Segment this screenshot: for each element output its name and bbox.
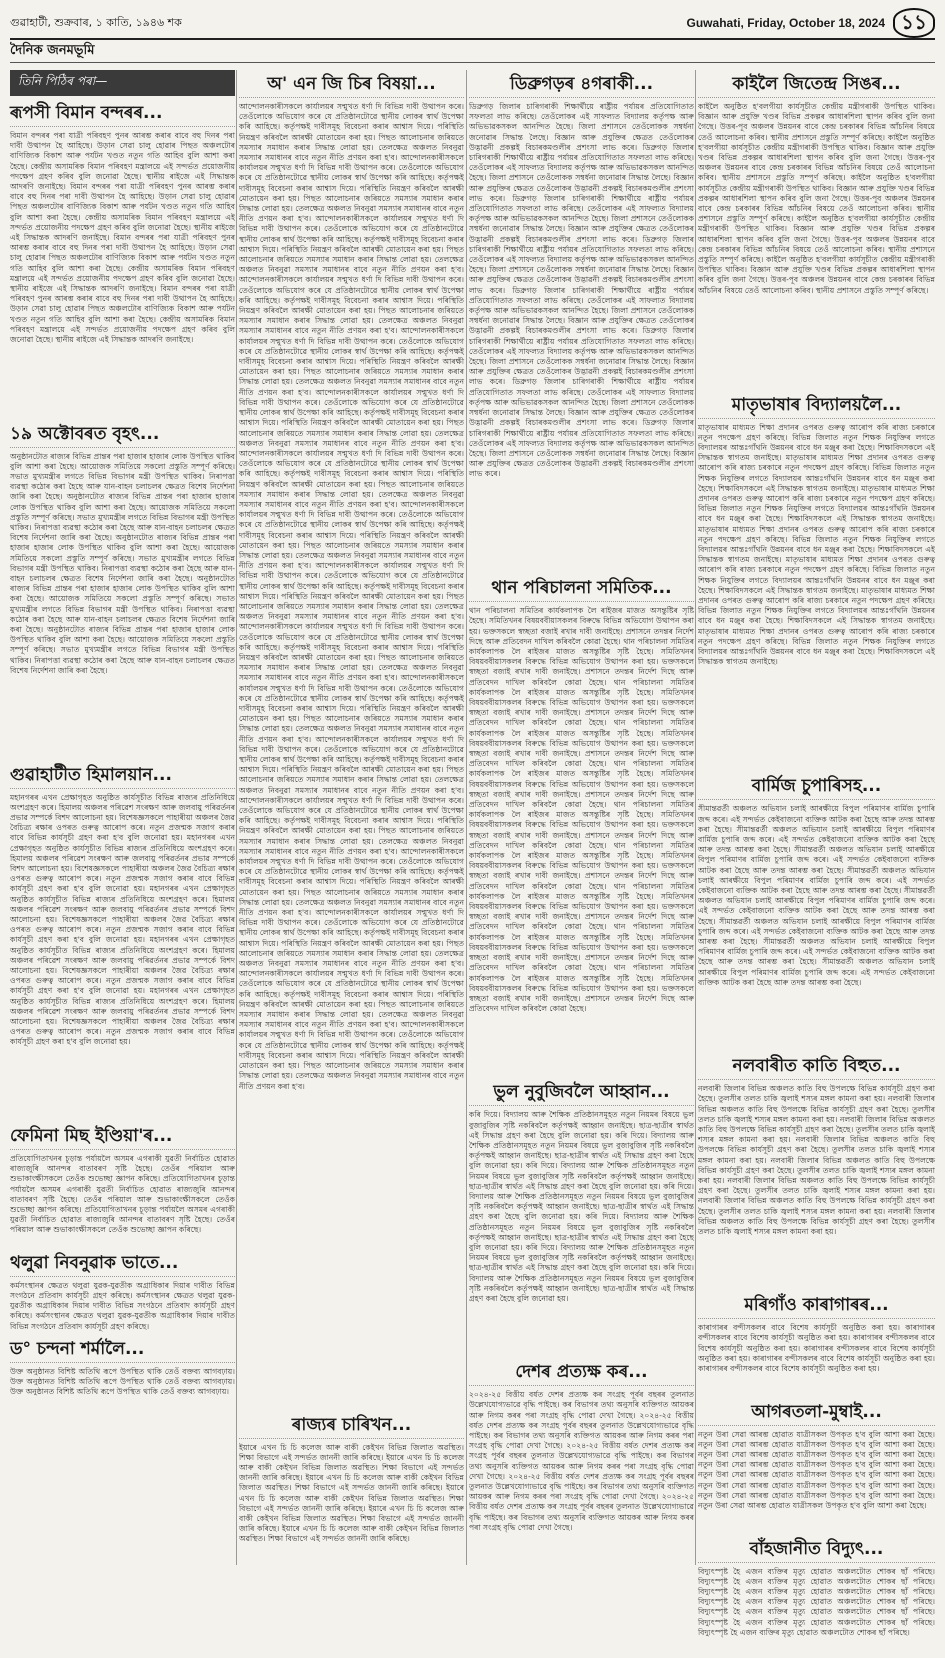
article-headline: বাঁহজানীত বিদ্যুৎ... [698,1538,935,1563]
article-headline: মৰিগাঁও কাৰাগাৰৰ... [698,1294,935,1319]
article [698,1538,935,1658]
article-headline: ৰূপসী বিমান বন্দৰৰ... [10,102,235,127]
article-headline: ডিব্ৰুগড়ৰ ৪গৰাকী... [469,73,694,98]
column-1 [10,70,235,1565]
article [698,1401,935,1532]
article [469,1361,694,1553]
article-headline: গুৱাহাটীত হিমালয়ান... [10,764,235,789]
article-body: ডিব্ৰুগড় জিলাৰ চাৰিগৰাকী শিক্ষাৰ্থীয়ে ৰাষ্ট্ৰীয় পৰ্যায়ৰ প্ৰতিযোগিতাত সফলতা লাভ কৰিছে। তেওঁলোকৰ এই সাফল্যত বিদ্যালয় কৰ্তৃপক্ষ আৰু অভিভাৱকসকল আনন্দিত হৈছে। জিলা প্ৰশাসনে তেওঁলোকক সম্বৰ্ধনা জনোৱাৰ সিদ্ধান্ত লৈছে। বিজ্ঞান আৰু প্ৰযুক্তিৰ ক্ষেত্ৰত তেওঁলোকৰ উদ্ভাৱনী প্ৰকল্পই বিচাৰকমণ্ডলীৰ প্ৰশংসা লাভ কৰে। ডিব্ৰুগড় জিলাৰ চাৰিগৰাকী শিক্ষাৰ্থীয়ে ৰাষ্ট্ৰীয় পৰ্যায়ৰ প্ৰতিযোগিতাত সফলতা লাভ কৰিছে। তেওঁলোকৰ এই সাফল্যত বিদ্যালয় কৰ্তৃপক্ষ আৰু অভিভাৱকসকল আনন্দিত হৈছে। জিলা প্ৰশাসনে তেওঁলোকক সম্বৰ্ধনা জনোৱাৰ সিদ্ধান্ত লৈছে। বিজ্ঞান আৰু প্ৰযুক্তিৰ ক্ষেত্ৰত তেওঁলোকৰ উদ্ভাৱনী প্ৰকল্পই বিচাৰকমণ্ডলীৰ প্ৰশংসা লাভ কৰে। ডিব্ৰুগড় জিলাৰ চাৰিগৰাকী শিক্ষাৰ্থীয়ে ৰাষ্ট্ৰীয় পৰ্যায়ৰ প্ৰতিযোগিতাত সফলতা লাভ কৰিছে। তেওঁলোকৰ এই সাফল্যত বিদ্যালয় কৰ্তৃপক্ষ আৰু অভিভাৱকসকল আনন্দিত হৈছে। জিলা প্ৰশাসনে তেওঁলোকক সম্বৰ্ধনা জনোৱাৰ সিদ্ধান্ত লৈছে। বিজ্ঞান আৰু প্ৰযুক্তিৰ ক্ষেত্ৰত তেওঁলোকৰ উদ্ভাৱনী প্ৰকল্পই বিচাৰকমণ্ডলীৰ প্ৰশংসা লাভ কৰে। ডিব্ৰুগড় জিলাৰ চাৰিগৰাকী শিক্ষাৰ্থীয়ে ৰাষ্ট্ৰীয় পৰ্যায়ৰ প্ৰতিযোগিতাত সফলতা লাভ কৰিছে। তেওঁলোকৰ এই সাফল্যত বিদ্যালয় কৰ্তৃপক্ষ আৰু অভিভাৱকসকল আনন্দিত হৈছে। জিলা প্ৰশাসনে তেওঁলোকক সম্বৰ্ধনা জনোৱাৰ সিদ্ধান্ত লৈছে। বিজ্ঞান আৰু প্ৰযুক্তিৰ ক্ষেত্ৰত তেওঁলোকৰ উদ্ভাৱনী প্ৰকল্পই বিচাৰকমণ্ডলীৰ প্ৰশংসা লাভ কৰে। ডিব্ৰুগড় জিলাৰ চাৰিগৰাকী শিক্ষাৰ্থীয়ে ৰাষ্ট্ৰীয় পৰ্যায়ৰ প্ৰতিযোগিতাত সফলতা লাভ কৰিছে। তেওঁলোকৰ এই সাফল্যত বিদ্যালয় কৰ্তৃপক্ষ আৰু অভিভাৱকসকল আনন্দিত হৈছে। জিলা প্ৰশাসনে তেওঁলোকক সম্বৰ্ধনা জনোৱাৰ সিদ্ধান্ত লৈছে। বিজ্ঞান আৰু প্ৰযুক্তিৰ ক্ষেত্ৰত তেওঁলোকৰ উদ্ভাৱনী প্ৰকল্পই বিচাৰকমণ্ডলীৰ প্ৰশংসা লাভ কৰে। ডিব্ৰুগড় জিলাৰ চাৰিগৰাকী শিক্ষাৰ্থীয়ে ৰাষ্ট্ৰীয় পৰ্যায়ৰ প্ৰতিযোগিতাত সফলতা লাভ কৰিছে। তেওঁলোকৰ এই সাফল্যত বিদ্যালয় কৰ্তৃপক্ষ আৰু অভিভাৱকসকল আনন্দিত হৈছে। জিলা প্ৰশাসনে তেওঁলোকক সম্বৰ্ধনা জনোৱাৰ সিদ্ধান্ত লৈছে। বিজ্ঞান আৰু প্ৰযুক্তিৰ ক্ষেত্ৰত তেওঁলোকৰ উদ্ভাৱনী প্ৰকল্পই বিচাৰকমণ্ডলীৰ প্ৰশংসা লাভ কৰে। ডিব্ৰুগড় জিলাৰ চাৰিগৰাকী শিক্ষাৰ্থীয়ে ৰাষ্ট্ৰীয় পৰ্যায়ৰ প্ৰতিযোগিতাত সফলতা লাভ কৰিছে। তেওঁলোকৰ এই সাফল্যত বিদ্যালয় কৰ্তৃপক্ষ আৰু অভিভাৱকসকল আনন্দিত হৈছে। জিলা প্ৰশাসনে তেওঁলোকক সম্বৰ্ধনা জনোৱাৰ সিদ্ধান্ত লৈছে। বিজ্ঞান আৰু প্ৰযুক্তিৰ ক্ষেত্ৰত তেওঁলোকৰ উদ্ভাৱনী প্ৰকল্পই বিচাৰকমণ্ডলীৰ প্ৰশংসা লাভ কৰে। ডিব্ৰুগড় জিলাৰ চাৰিগৰাকী শিক্ষাৰ্থীয়ে ৰাষ্ট্ৰীয় পৰ্যায়ৰ প্ৰতিযোগিতাত সফলতা লাভ কৰিছে। তেওঁলোকৰ এই সাফল্যত বিদ্যালয় কৰ্তৃপক্ষ আৰু অভিভাৱকসকল আনন্দিত হৈছে। জিলা প্ৰশাসনে তেওঁলোকক সম্বৰ্ধনা জনোৱাৰ সিদ্ধান্ত লৈছে। বিজ্ঞান আৰু প্ৰযুক্তিৰ ক্ষেত্ৰত তেওঁলোকৰ উদ্ভাৱনী প্ৰকল্পই বিচাৰকমণ্ডলীৰ প্ৰশংসা লাভ কৰে। [469,102,694,479]
article [239,1414,464,1555]
page-header [10,8,935,40]
column-rule [236,70,237,1565]
article-headline: কাইলৈ জিতেন্দ্ৰ সিঙৰ... [698,73,935,98]
article-headline: আগৰতলা-মুম্বাই... [698,1401,935,1426]
article-body: নলবাৰী জিলাৰ বিভিন্ন অঞ্চলত কাতি বিহু উপলক্ষে বিভিন্ন কাৰ্যসূচী গ্ৰহণ কৰা হৈছে। তুলসীৰ তলত চাকি জ্বলাই শস্যৰ মঙ্গল কামনা কৰা হয়। নলবাৰী জিলাৰ বিভিন্ন অঞ্চলত কাতি বিহু উপলক্ষে বিভিন্ন কাৰ্যসূচী গ্ৰহণ কৰা হৈছে। তুলসীৰ তলত চাকি জ্বলাই শস্যৰ মঙ্গল কামনা কৰা হয়। নলবাৰী জিলাৰ বিভিন্ন অঞ্চলত কাতি বিহু উপলক্ষে বিভিন্ন কাৰ্যসূচী গ্ৰহণ কৰা হৈছে। তুলসীৰ তলত চাকি জ্বলাই শস্যৰ মঙ্গল কামনা কৰা হয়। নলবাৰী জিলাৰ বিভিন্ন অঞ্চলত কাতি বিহু উপলক্ষে বিভিন্ন কাৰ্যসূচী গ্ৰহণ কৰা হৈছে। তুলসীৰ তলত চাকি জ্বলাই শস্যৰ মঙ্গল কামনা কৰা হয়। নলবাৰী জিলাৰ বিভিন্ন অঞ্চলত কাতি বিহু উপলক্ষে বিভিন্ন কাৰ্যসূচী গ্ৰহণ কৰা হৈছে। তুলসীৰ তলত চাকি জ্বলাই শস্যৰ মঙ্গল কামনা কৰা হয়। নলবাৰী জিলাৰ বিভিন্ন অঞ্চলত কাতি বিহু উপলক্ষে বিভিন্ন কাৰ্যসূচী গ্ৰহণ কৰা হৈছে। তুলসীৰ তলত চাকি জ্বলাই শস্যৰ মঙ্গল কামনা কৰা হয়। নলবাৰী জিলাৰ বিভিন্ন অঞ্চলত কাতি বিহু উপলক্ষে বিভিন্ন কাৰ্যসূচী গ্ৰহণ কৰা হৈছে। তুলসীৰ তলত চাকি জ্বলাই শস্যৰ মঙ্গল কামনা কৰা হয়। নলবাৰী জিলাৰ বিভিন্ন অঞ্চলত কাতি বিহু উপলক্ষে বিভিন্ন কাৰ্যসূচী গ্ৰহণ কৰা হৈছে। তুলসীৰ তলত চাকি জ্বলাই শস্যৰ মঙ্গল কামনা কৰা হয়। [698,1084,935,1237]
article [698,1055,935,1288]
article-body: প্ৰতিযোগিতাখনৰ চূড়ান্ত পৰ্যায়লৈ অসমৰ এগৰাকী যুৱতী নিৰ্বাচিত হোৱাত ৰাজ্যজুৰি আনন্দৰ বাতাবৰণ সৃষ্টি হৈছে। তেওঁৰ পৰিয়াল আৰু শুভাকাংক্ষীসকলে তেওঁক শুভেচ্ছা জ্ঞাপন কৰিছে। প্ৰতিযোগিতাখনৰ চূড়ান্ত পৰ্যায়লৈ অসমৰ এগৰাকী যুৱতী নিৰ্বাচিত হোৱাত ৰাজ্যজুৰি আনন্দৰ বাতাবৰণ সৃষ্টি হৈছে। তেওঁৰ পৰিয়াল আৰু শুভাকাংক্ষীসকলে তেওঁক শুভেচ্ছা জ্ঞাপন কৰিছে। প্ৰতিযোগিতাখনৰ চূড়ান্ত পৰ্যায়লৈ অসমৰ এগৰাকী যুৱতী নিৰ্বাচিত হোৱাত ৰাজ্যজুৰি আনন্দৰ বাতাবৰণ সৃষ্টি হৈছে। তেওঁৰ পৰিয়াল আৰু শুভাকাংক্ষীসকলে তেওঁক শুভেচ্ছা জ্ঞাপন কৰিছে। [10,1153,235,1235]
article-body: উক্ত অনুষ্ঠানত বিশিষ্ট অতিথি ৰূপে উপস্থিত থাকি তেওঁ বক্তব্য আগবঢ়ায়। উক্ত অনুষ্ঠানত বিশিষ্ট অতিথি ৰূপে উপস্থিত থাকি তেওঁ বক্তব্য আগবঢ়ায়। উক্ত অনুষ্ঠানত বিশিষ্ট অতিথি ৰূপে উপস্থিত থাকি তেওঁ বক্তব্য আগবঢ়ায়। [10,1366,235,1397]
masthead-brand [10,42,94,60]
column-rule [695,70,696,1565]
article-body: মহানগৰৰ এখন প্ৰেক্ষাগৃহত অনুষ্ঠিত কাৰ্যসূচীত বিভিন্ন ৰাজ্যৰ প্ৰতিনিধিয়ে অংশগ্ৰহণ কৰে। হিমালয় অঞ্চলৰ পৰিৱেশ সংৰক্ষণ আৰু জলবায়ু পৰিৱৰ্তনৰ প্ৰভাৱ সম্পৰ্কে বিশদ আলোচনা হয়। বিশেষজ্ঞসকলে পাহাৰীয়া অঞ্চলৰ জৈৱ বৈচিত্ৰ্য ৰক্ষাৰ ওপৰত গুৰুত্ব আৰোপ কৰে। নতুন প্ৰজন্মক সজাগ কৰাৰ বাবে বিভিন্ন কাৰ্যসূচী গ্ৰহণ কৰা হ'ব বুলি জনোৱা হয়। মহানগৰৰ এখন প্ৰেক্ষাগৃহত অনুষ্ঠিত কাৰ্যসূচীত বিভিন্ন ৰাজ্যৰ প্ৰতিনিধিয়ে অংশগ্ৰহণ কৰে। হিমালয় অঞ্চলৰ পৰিৱেশ সংৰক্ষণ আৰু জলবায়ু পৰিৱৰ্তনৰ প্ৰভাৱ সম্পৰ্কে বিশদ আলোচনা হয়। বিশেষজ্ঞসকলে পাহাৰীয়া অঞ্চলৰ জৈৱ বৈচিত্ৰ্য ৰক্ষাৰ ওপৰত গুৰুত্ব আৰোপ কৰে। নতুন প্ৰজন্মক সজাগ কৰাৰ বাবে বিভিন্ন কাৰ্যসূচী গ্ৰহণ কৰা হ'ব বুলি জনোৱা হয়। মহানগৰৰ এখন প্ৰেক্ষাগৃহত অনুষ্ঠিত কাৰ্যসূচীত বিভিন্ন ৰাজ্যৰ প্ৰতিনিধিয়ে অংশগ্ৰহণ কৰে। হিমালয় অঞ্চলৰ পৰিৱেশ সংৰক্ষণ আৰু জলবায়ু পৰিৱৰ্তনৰ প্ৰভাৱ সম্পৰ্কে বিশদ আলোচনা হয়। বিশেষজ্ঞসকলে পাহাৰীয়া অঞ্চলৰ জৈৱ বৈচিত্ৰ্য ৰক্ষাৰ ওপৰত গুৰুত্ব আৰোপ কৰে। নতুন প্ৰজন্মক সজাগ কৰাৰ বাবে বিভিন্ন কাৰ্যসূচী গ্ৰহণ কৰা হ'ব বুলি জনোৱা হয়। মহানগৰৰ এখন প্ৰেক্ষাগৃহত অনুষ্ঠিত কাৰ্যসূচীত বিভিন্ন ৰাজ্যৰ প্ৰতিনিধিয়ে অংশগ্ৰহণ কৰে। হিমালয় অঞ্চলৰ পৰিৱেশ সংৰক্ষণ আৰু জলবায়ু পৰিৱৰ্তনৰ প্ৰভাৱ সম্পৰ্কে বিশদ আলোচনা হয়। বিশেষজ্ঞসকলে পাহাৰীয়া অঞ্চলৰ জৈৱ বৈচিত্ৰ্য ৰক্ষাৰ ওপৰত গুৰুত্ব আৰোপ কৰে। নতুন প্ৰজন্মক সজাগ কৰাৰ বাবে বিভিন্ন কাৰ্যসূচী গ্ৰহণ কৰা হ'ব বুলি জনোৱা হয়। মহানগৰৰ এখন প্ৰেক্ষাগৃহত অনুষ্ঠিত কাৰ্যসূচীত বিভিন্ন ৰাজ্যৰ প্ৰতিনিধিয়ে অংশগ্ৰহণ কৰে। হিমালয় অঞ্চলৰ পৰিৱেশ সংৰক্ষণ আৰু জলবায়ু পৰিৱৰ্তনৰ প্ৰভাৱ সম্পৰ্কে বিশদ আলোচনা হয়। বিশেষজ্ঞসকলে পাহাৰীয়া অঞ্চলৰ জৈৱ বৈচিত্ৰ্য ৰক্ষাৰ ওপৰত গুৰুত্ব আৰোপ কৰে। নতুন প্ৰজন্মক সজাগ কৰাৰ বাবে বিভিন্ন কাৰ্যসূচী গ্ৰহণ কৰা হ'ব বুলি জনোৱা হয়। [10,792,235,1047]
column-3 [469,70,694,1565]
article-headline: নলবাৰীত কাতি বিহুত... [698,1055,935,1080]
article-headline: ভুল নুবুজিবলৈ আহ্বান... [469,1081,694,1106]
column-2 [239,70,464,1565]
article-headline: অ' এন জি চিৰ বিষয়া... [239,73,464,98]
article-body: বিদ্যুৎস্পৃষ্ট হৈ এজন ব্যক্তিৰ মৃত্যু হোৱাত অঞ্চলটোত শোকৰ ছাঁ পৰিছে। বিদ্যুৎস্পৃষ্ট হৈ এজন ব্যক্তিৰ মৃত্যু হোৱাত অঞ্চলটোত শোকৰ ছাঁ পৰিছে। বিদ্যুৎস্পৃষ্ট হৈ এজন ব্যক্তিৰ মৃত্যু হোৱাত অঞ্চলটোত শোকৰ ছাঁ পৰিছে। বিদ্যুৎস্পৃষ্ট হৈ এজন ব্যক্তিৰ মৃত্যু হোৱাত অঞ্চলটোত শোকৰ ছাঁ পৰিছে। বিদ্যুৎস্পৃষ্ট হৈ এজন ব্যক্তিৰ মৃত্যু হোৱাত অঞ্চলটোত শোকৰ ছাঁ পৰিছে। বিদ্যুৎস্পৃষ্ট হৈ এজন ব্যক্তিৰ মৃত্যু হোৱাত অঞ্চলটোত শোকৰ ছাঁ পৰিছে। বিদ্যুৎস্পৃষ্ট হৈ এজন ব্যক্তিৰ মৃত্যু হোৱাত অঞ্চলটোত শোকৰ ছাঁ পৰিছে। [698,1566,935,1637]
header-date-assamese: গুৱাহাটী, শুক্রবাৰ, ১ কাতি, ১৯৪৬ শক [10,15,182,29]
article-body: কৰ্মসংস্থানৰ ক্ষেত্ৰত থলুৱা যুৱক-যুৱতীক অগ্ৰাধিকাৰ দিয়াৰ দাবীত বিভিন্ন সংগঠনে প্ৰতিবাদ কাৰ্যসূচী গ্ৰহণ কৰিছে। কৰ্মসংস্থানৰ ক্ষেত্ৰত থলুৱা যুৱক-যুৱতীক অগ্ৰাধিকাৰ দিয়াৰ দাবীত বিভিন্ন সংগঠনে প্ৰতিবাদ কাৰ্যসূচী গ্ৰহণ কৰিছে। কৰ্মসংস্থানৰ ক্ষেত্ৰত থলুৱা যুৱক-যুৱতীক অগ্ৰাধিকাৰ দিয়াৰ দাবীত বিভিন্ন সংগঠনে প্ৰতিবাদ কাৰ্যসূচী গ্ৰহণ কৰিছে। [10,1280,235,1331]
article-body: কাৰাগাৰৰ বন্দীসকলৰ বাবে বিশেষ কাৰ্যসূচী অনুষ্ঠিত কৰা হয়। কাৰাগাৰৰ বন্দীসকলৰ বাবে বিশেষ কাৰ্যসূচী অনুষ্ঠিত কৰা হয়। কাৰাগাৰৰ বন্দীসকলৰ বাবে বিশেষ কাৰ্যসূচী অনুষ্ঠিত কৰা হয়। কাৰাগাৰৰ বন্দীসকলৰ বাবে বিশেষ কাৰ্যসূচী অনুষ্ঠিত কৰা হয়। কাৰাগাৰৰ বন্দীসকলৰ বাবে বিশেষ কাৰ্যসূচী অনুষ্ঠিত কৰা হয়। কাৰাগাৰৰ বন্দীসকলৰ বাবে বিশেষ কাৰ্যসূচী অনুষ্ঠিত কৰা হয়। [698,1323,935,1373]
article [469,73,694,571]
section-label: তিনি পিঠিৰ পৰা— [10,70,235,96]
article-headline: ড° চন্দনা শৰ্মালৈ... [10,1338,235,1363]
article-body: ইয়াৰে এখন চি চি কলেজ আৰু বাকী কেইখন বিভিন্ন জিলাত অৱস্থিত। শিক্ষা বিভাগে এই সন্দৰ্ভত জাননী জাৰি কৰিছে। ইয়াৰে এখন চি চি কলেজ আৰু বাকী কেইখন বিভিন্ন জিলাত অৱস্থিত। শিক্ষা বিভাগে এই সন্দৰ্ভত জাননী জাৰি কৰিছে। ইয়াৰে এখন চি চি কলেজ আৰু বাকী কেইখন বিভিন্ন জিলাত অৱস্থিত। শিক্ষা বিভাগে এই সন্দৰ্ভত জাননী জাৰি কৰিছে। ইয়াৰে এখন চি চি কলেজ আৰু বাকী কেইখন বিভিন্ন জিলাত অৱস্থিত। শিক্ষা বিভাগে এই সন্দৰ্ভত জাননী জাৰি কৰিছে। ইয়াৰে এখন চি চি কলেজ আৰু বাকী কেইখন বিভিন্ন জিলাত অৱস্থিত। শিক্ষা বিভাগে এই সন্দৰ্ভত জাননী জাৰি কৰিছে। ইয়াৰে এখন চি চি কলেজ আৰু বাকী কেইখন বিভিন্ন জিলাত অৱস্থিত। শিক্ষা বিভাগে এই সন্দৰ্ভত জাননী জাৰি কৰিছে। [239,1442,464,1544]
article-body: কাইলৈ অনুষ্ঠিত হ'বলগীয়া কাৰ্যসূচীত কেন্দ্ৰীয় মন্ত্ৰীগৰাকী উপস্থিত থাকিব। বিজ্ঞান আৰু প্ৰযুক্তি খণ্ডৰ বিভিন্ন প্ৰকল্পৰ আধাৰশিলা স্থাপন কৰিব বুলি জনা গৈছে। উত্তৰ-পূব অঞ্চলৰ উন্নয়নৰ বাবে কেন্দ্ৰ চৰকাৰৰ বিভিন্ন আঁচনিৰ বিষয়ে তেওঁ আলোচনা কৰিব। স্থানীয় প্ৰশাসনে প্ৰস্তুতি সম্পূৰ্ণ কৰিছে। কাইলৈ অনুষ্ঠিত হ'বলগীয়া কাৰ্যসূচীত কেন্দ্ৰীয় মন্ত্ৰীগৰাকী উপস্থিত থাকিব। বিজ্ঞান আৰু প্ৰযুক্তি খণ্ডৰ বিভিন্ন প্ৰকল্পৰ আধাৰশিলা স্থাপন কৰিব বুলি জনা গৈছে। উত্তৰ-পূব অঞ্চলৰ উন্নয়নৰ বাবে কেন্দ্ৰ চৰকাৰৰ বিভিন্ন আঁচনিৰ বিষয়ে তেওঁ আলোচনা কৰিব। স্থানীয় প্ৰশাসনে প্ৰস্তুতি সম্পূৰ্ণ কৰিছে। কাইলৈ অনুষ্ঠিত হ'বলগীয়া কাৰ্যসূচীত কেন্দ্ৰীয় মন্ত্ৰীগৰাকী উপস্থিত থাকিব। বিজ্ঞান আৰু প্ৰযুক্তি খণ্ডৰ বিভিন্ন প্ৰকল্পৰ আধাৰশিলা স্থাপন কৰিব বুলি জনা গৈছে। উত্তৰ-পূব অঞ্চলৰ উন্নয়নৰ বাবে কেন্দ্ৰ চৰকাৰৰ বিভিন্ন আঁচনিৰ বিষয়ে তেওঁ আলোচনা কৰিব। স্থানীয় প্ৰশাসনে প্ৰস্তুতি সম্পূৰ্ণ কৰিছে। কাইলৈ অনুষ্ঠিত হ'বলগীয়া কাৰ্যসূচীত কেন্দ্ৰীয় মন্ত্ৰীগৰাকী উপস্থিত থাকিব। বিজ্ঞান আৰু প্ৰযুক্তি খণ্ডৰ বিভিন্ন প্ৰকল্পৰ আধাৰশিলা স্থাপন কৰিব বুলি জনা গৈছে। উত্তৰ-পূব অঞ্চলৰ উন্নয়নৰ বাবে কেন্দ্ৰ চৰকাৰৰ বিভিন্ন আঁচনিৰ বিষয়ে তেওঁ আলোচনা কৰিব। স্থানীয় প্ৰশাসনে প্ৰস্তুতি সম্পূৰ্ণ কৰিছে। কাইলৈ অনুষ্ঠিত হ'বলগীয়া কাৰ্যসূচীত কেন্দ্ৰীয় মন্ত্ৰীগৰাকী উপস্থিত থাকিব। বিজ্ঞান আৰু প্ৰযুক্তি খণ্ডৰ বিভিন্ন প্ৰকল্পৰ আধাৰশিলা স্থাপন কৰিব বুলি জনা গৈছে। উত্তৰ-পূব অঞ্চলৰ উন্নয়নৰ বাবে কেন্দ্ৰ চৰকাৰৰ বিভিন্ন আঁচনিৰ বিষয়ে তেওঁ আলোচনা কৰিব। স্থানীয় প্ৰশাসনে প্ৰস্তুতি সম্পূৰ্ণ কৰিছে। [698,102,935,295]
article [10,1252,235,1332]
page-number: ১১ [893,8,935,38]
column-rule [466,70,467,1565]
article [10,102,235,417]
article-body: বিমান বন্দৰৰ পৰা যাত্ৰী পৰিবহণ পুনৰ আৰম্ভ কৰাৰ বাবে বহু দিনৰ পৰা দাবী উত্থাপন হৈ আহিছে। উড়ান সেৱা চালু হোৱাৰ পিছত অঞ্চলটোৰ বাণিজ্যিক বিকাশ আৰু পৰ্যটন খণ্ডত নতুন গতি আহিব বুলি আশা কৰা হৈছে। কেন্দ্ৰীয় অসামৰিক বিমান পৰিবহণ মন্ত্ৰালয়ে এই সন্দৰ্ভত প্ৰয়োজনীয় পদক্ষেপ গ্ৰহণ কৰিব বুলি জনোৱা হৈছে। স্থানীয় ৰাইজে এই সিদ্ধান্তক আদৰণি জনাইছে। বিমান বন্দৰৰ পৰা যাত্ৰী পৰিবহণ পুনৰ আৰম্ভ কৰাৰ বাবে বহু দিনৰ পৰা দাবী উত্থাপন হৈ আহিছে। উড়ান সেৱা চালু হোৱাৰ পিছত অঞ্চলটোৰ বাণিজ্যিক বিকাশ আৰু পৰ্যটন খণ্ডত নতুন গতি আহিব বুলি আশা কৰা হৈছে। কেন্দ্ৰীয় অসামৰিক বিমান পৰিবহণ মন্ত্ৰালয়ে এই সন্দৰ্ভত প্ৰয়োজনীয় পদক্ষেপ গ্ৰহণ কৰিব বুলি জনোৱা হৈছে। স্থানীয় ৰাইজে এই সিদ্ধান্তক আদৰণি জনাইছে। বিমান বন্দৰৰ পৰা যাত্ৰী পৰিবহণ পুনৰ আৰম্ভ কৰাৰ বাবে বহু দিনৰ পৰা দাবী উত্থাপন হৈ আহিছে। উড়ান সেৱা চালু হোৱাৰ পিছত অঞ্চলটোৰ বাণিজ্যিক বিকাশ আৰু পৰ্যটন খণ্ডত নতুন গতি আহিব বুলি আশা কৰা হৈছে। কেন্দ্ৰীয় অসামৰিক বিমান পৰিবহণ মন্ত্ৰালয়ে এই সন্দৰ্ভত প্ৰয়োজনীয় পদক্ষেপ গ্ৰহণ কৰিব বুলি জনোৱা হৈছে। স্থানীয় ৰাইজে এই সিদ্ধান্তক আদৰণি জনাইছে। বিমান বন্দৰৰ পৰা যাত্ৰী পৰিবহণ পুনৰ আৰম্ভ কৰাৰ বাবে বহু দিনৰ পৰা দাবী উত্থাপন হৈ আহিছে। উড়ান সেৱা চালু হোৱাৰ পিছত অঞ্চলটোৰ বাণিজ্যিক বিকাশ আৰু পৰ্যটন খণ্ডত নতুন গতি আহিব বুলি আশা কৰা হৈছে। কেন্দ্ৰীয় অসামৰিক বিমান পৰিবহণ মন্ত্ৰালয়ে এই সন্দৰ্ভত প্ৰয়োজনীয় পদক্ষেপ গ্ৰহণ কৰিব বুলি জনোৱা হৈছে। স্থানীয় ৰাইজে এই সিদ্ধান্তক আদৰণি জনাইছে। [10,131,235,345]
article-headline: দেশৰ প্ৰত্যক্ষ কৰ... [469,1361,694,1386]
article-headline: ফেমিনা মিছ ইণ্ডিয়া'ৰ... [10,1125,235,1150]
article-body: নতুন উৰা সেৱা আৰম্ভ হোৱাত যাত্ৰীসকল উপকৃত হ'ব বুলি আশা কৰা হৈছে। নতুন উৰা সেৱা আৰম্ভ হোৱাত যাত্ৰীসকল উপকৃত হ'ব বুলি আশা কৰা হৈছে। নতুন উৰা সেৱা আৰম্ভ হোৱাত যাত্ৰীসকল উপকৃত হ'ব বুলি আশা কৰা হৈছে। নতুন উৰা সেৱা আৰম্ভ হোৱাত যাত্ৰীসকল উপকৃত হ'ব বুলি আশা কৰা হৈছে। নতুন উৰা সেৱা আৰম্ভ হোৱাত যাত্ৰীসকল উপকৃত হ'ব বুলি আশা কৰা হৈছে। নতুন উৰা সেৱা আৰম্ভ হোৱাত যাত্ৰীসকল উপকৃত হ'ব বুলি আশা কৰা হৈছে। নতুন উৰা সেৱা আৰম্ভ হোৱাত যাত্ৰীসকল উপকৃত হ'ব বুলি আশা কৰা হৈছে। নতুন উৰা সেৱা আৰম্ভ হোৱাত যাত্ৰীসকল উপকৃত হ'ব বুলি আশা কৰা হৈছে। [698,1429,935,1510]
article-headline: ৰাজ্যৰ চাৰিখন... [239,1414,464,1439]
article [239,73,464,1408]
masthead-rule [10,62,935,63]
article-body: মাতৃভাষাৰ মাধ্যমত শিক্ষা প্ৰদানৰ ওপৰত গুৰুত্ব আৰোপ কৰি ৰাজ্য চৰকাৰে নতুন পদক্ষেপ গ্ৰহণ কৰিছে। বিভিন্ন জিলাত নতুন শিক্ষক নিযুক্তিৰ লগতে বিদ্যালয়ৰ আন্তঃগাঁথনি উন্নয়নৰ বাবে ধন মঞ্জুৰ কৰা হৈছে। শিক্ষাবিদসকলে এই সিদ্ধান্তক স্বাগতম জনাইছে। মাতৃভাষাৰ মাধ্যমত শিক্ষা প্ৰদানৰ ওপৰত গুৰুত্ব আৰোপ কৰি ৰাজ্য চৰকাৰে নতুন পদক্ষেপ গ্ৰহণ কৰিছে। বিভিন্ন জিলাত নতুন শিক্ষক নিযুক্তিৰ লগতে বিদ্যালয়ৰ আন্তঃগাঁথনি উন্নয়নৰ বাবে ধন মঞ্জুৰ কৰা হৈছে। শিক্ষাবিদসকলে এই সিদ্ধান্তক স্বাগতম জনাইছে। মাতৃভাষাৰ মাধ্যমত শিক্ষা প্ৰদানৰ ওপৰত গুৰুত্ব আৰোপ কৰি ৰাজ্য চৰকাৰে নতুন পদক্ষেপ গ্ৰহণ কৰিছে। বিভিন্ন জিলাত নতুন শিক্ষক নিযুক্তিৰ লগতে বিদ্যালয়ৰ আন্তঃগাঁথনি উন্নয়নৰ বাবে ধন মঞ্জুৰ কৰা হৈছে। শিক্ষাবিদসকলে এই সিদ্ধান্তক স্বাগতম জনাইছে। মাতৃভাষাৰ মাধ্যমত শিক্ষা প্ৰদানৰ ওপৰত গুৰুত্ব আৰোপ কৰি ৰাজ্য চৰকাৰে নতুন পদক্ষেপ গ্ৰহণ কৰিছে। বিভিন্ন জিলাত নতুন শিক্ষক নিযুক্তিৰ লগতে বিদ্যালয়ৰ আন্তঃগাঁথনি উন্নয়নৰ বাবে ধন মঞ্জুৰ কৰা হৈছে। শিক্ষাবিদসকলে এই সিদ্ধান্তক স্বাগতম জনাইছে। মাতৃভাষাৰ মাধ্যমত শিক্ষা প্ৰদানৰ ওপৰত গুৰুত্ব আৰোপ কৰি ৰাজ্য চৰকাৰে নতুন পদক্ষেপ গ্ৰহণ কৰিছে। বিভিন্ন জিলাত নতুন শিক্ষক নিযুক্তিৰ লগতে বিদ্যালয়ৰ আন্তঃগাঁথনি উন্নয়নৰ বাবে ধন মঞ্জুৰ কৰা হৈছে। শিক্ষাবিদসকলে এই সিদ্ধান্তক স্বাগতম জনাইছে। মাতৃভাষাৰ মাধ্যমত শিক্ষা প্ৰদানৰ ওপৰত গুৰুত্ব আৰোপ কৰি ৰাজ্য চৰকাৰে নতুন পদক্ষেপ গ্ৰহণ কৰিছে। বিভিন্ন জিলাত নতুন শিক্ষক নিযুক্তিৰ লগতে বিদ্যালয়ৰ আন্তঃগাঁথনি উন্নয়নৰ বাবে ধন মঞ্জুৰ কৰা হৈছে। শিক্ষাবিদসকলে এই সিদ্ধান্তক স্বাগতম জনাইছে। মাতৃভাষাৰ মাধ্যমত শিক্ষা প্ৰদানৰ ওপৰত গুৰুত্ব আৰোপ কৰি ৰাজ্য চৰকাৰে নতুন পদক্ষেপ গ্ৰহণ কৰিছে। বিভিন্ন জিলাত নতুন শিক্ষক নিযুক্তিৰ লগতে বিদ্যালয়ৰ আন্তঃগাঁথনি উন্নয়নৰ বাবে ধন মঞ্জুৰ কৰা হৈছে। শিক্ষাবিদসকলে এই সিদ্ধান্তক স্বাগতম জনাইছে। [698,422,935,667]
article-body: সীমান্তৱৰ্তী অঞ্চলত অভিযান চলাই আৰক্ষীয়ে বিপুল পৰিমাণৰ বাৰ্মিজ চুপাৰি জব্দ কৰে। এই সন্দৰ্ভত কেইবাজনো ব্যক্তিক আটক কৰা হৈছে আৰু তদন্ত আৰম্ভ কৰা হৈছে। সীমান্তৱৰ্তী অঞ্চলত অভিযান চলাই আৰক্ষীয়ে বিপুল পৰিমাণৰ বাৰ্মিজ চুপাৰি জব্দ কৰে। এই সন্দৰ্ভত কেইবাজনো ব্যক্তিক আটক কৰা হৈছে আৰু তদন্ত আৰম্ভ কৰা হৈছে। সীমান্তৱৰ্তী অঞ্চলত অভিযান চলাই আৰক্ষীয়ে বিপুল পৰিমাণৰ বাৰ্মিজ চুপাৰি জব্দ কৰে। এই সন্দৰ্ভত কেইবাজনো ব্যক্তিক আটক কৰা হৈছে আৰু তদন্ত আৰম্ভ কৰা হৈছে। সীমান্তৱৰ্তী অঞ্চলত অভিযান চলাই আৰক্ষীয়ে বিপুল পৰিমাণৰ বাৰ্মিজ চুপাৰি জব্দ কৰে। এই সন্দৰ্ভত কেইবাজনো ব্যক্তিক আটক কৰা হৈছে আৰু তদন্ত আৰম্ভ কৰা হৈছে। সীমান্তৱৰ্তী অঞ্চলত অভিযান চলাই আৰক্ষীয়ে বিপুল পৰিমাণৰ বাৰ্মিজ চুপাৰি জব্দ কৰে। এই সন্দৰ্ভত কেইবাজনো ব্যক্তিক আটক কৰা হৈছে আৰু তদন্ত আৰম্ভ কৰা হৈছে। সীমান্তৱৰ্তী অঞ্চলত অভিযান চলাই আৰক্ষীয়ে বিপুল পৰিমাণৰ বাৰ্মিজ চুপাৰি জব্দ কৰে। এই সন্দৰ্ভত কেইবাজনো ব্যক্তিক আটক কৰা হৈছে আৰু তদন্ত আৰম্ভ কৰা হৈছে। সীমান্তৱৰ্তী অঞ্চলত অভিযান চলাই আৰক্ষীয়ে বিপুল পৰিমাণৰ বাৰ্মিজ চুপাৰি জব্দ কৰে। এই সন্দৰ্ভত কেইবাজনো ব্যক্তিক আটক কৰা হৈছে আৰু তদন্ত আৰম্ভ কৰা হৈছে। সীমান্তৱৰ্তী অঞ্চলত অভিযান চলাই আৰক্ষীয়ে বিপুল পৰিমাণৰ বাৰ্মিজ চুপাৰি জব্দ কৰে। এই সন্দৰ্ভত কেইবাজনো ব্যক্তিক আটক কৰা হৈছে আৰু তদন্ত আৰম্ভ কৰা হৈছে। [698,804,935,987]
article-headline: বাৰ্মিজ চুপাৰিসহ... [698,775,935,800]
brand-name: দৈনিক জনমভূমি [10,42,95,58]
article-body: কৰি দিয়ে। বিদ্যালয় আৰু শৈক্ষিক প্ৰতিষ্ঠানসমূহত নতুন নিয়মৰ বিষয়ে ভুল বুজাবুজিৰ সৃষ্টি নকৰিবলৈ কৰ্তৃপক্ষই আহ্বান জনাইছে। ছাত্ৰ-ছাত্ৰীৰ স্বাৰ্থত এই সিদ্ধান্ত গ্ৰহণ কৰা হৈছে বুলি জনোৱা হয়। কৰি দিয়ে। বিদ্যালয় আৰু শৈক্ষিক প্ৰতিষ্ঠানসমূহত নতুন নিয়মৰ বিষয়ে ভুল বুজাবুজিৰ সৃষ্টি নকৰিবলৈ কৰ্তৃপক্ষই আহ্বান জনাইছে। ছাত্ৰ-ছাত্ৰীৰ স্বাৰ্থত এই সিদ্ধান্ত গ্ৰহণ কৰা হৈছে বুলি জনোৱা হয়। কৰি দিয়ে। বিদ্যালয় আৰু শৈক্ষিক প্ৰতিষ্ঠানসমূহত নতুন নিয়মৰ বিষয়ে ভুল বুজাবুজিৰ সৃষ্টি নকৰিবলৈ কৰ্তৃপক্ষই আহ্বান জনাইছে। ছাত্ৰ-ছাত্ৰীৰ স্বাৰ্থত এই সিদ্ধান্ত গ্ৰহণ কৰা হৈছে বুলি জনোৱা হয়। কৰি দিয়ে। বিদ্যালয় আৰু শৈক্ষিক প্ৰতিষ্ঠানসমূহত নতুন নিয়মৰ বিষয়ে ভুল বুজাবুজিৰ সৃষ্টি নকৰিবলৈ কৰ্তৃপক্ষই আহ্বান জনাইছে। ছাত্ৰ-ছাত্ৰীৰ স্বাৰ্থত এই সিদ্ধান্ত গ্ৰহণ কৰা হৈছে বুলি জনোৱা হয়। কৰি দিয়ে। বিদ্যালয় আৰু শৈক্ষিক প্ৰতিষ্ঠানসমূহত নতুন নিয়মৰ বিষয়ে ভুল বুজাবুজিৰ সৃষ্টি নকৰিবলৈ কৰ্তৃপক্ষই আহ্বান জনাইছে। ছাত্ৰ-ছাত্ৰীৰ স্বাৰ্থত এই সিদ্ধান্ত গ্ৰহণ কৰা হৈছে বুলি জনোৱা হয়। কৰি দিয়ে। বিদ্যালয় আৰু শৈক্ষিক প্ৰতিষ্ঠানসমূহত নতুন নিয়মৰ বিষয়ে ভুল বুজাবুজিৰ সৃষ্টি নকৰিবলৈ কৰ্তৃপক্ষই আহ্বান জনাইছে। ছাত্ৰ-ছাত্ৰীৰ স্বাৰ্থত এই সিদ্ধান্ত গ্ৰহণ কৰা হৈছে বুলি জনোৱা হয়। কৰি দিয়ে। বিদ্যালয় আৰু শৈক্ষিক প্ৰতিষ্ঠানসমূহত নতুন নিয়মৰ বিষয়ে ভুল বুজাবুজিৰ সৃষ্টি নকৰিবলৈ কৰ্তৃপক্ষই আহ্বান জনাইছে। ছাত্ৰ-ছাত্ৰীৰ স্বাৰ্থত এই সিদ্ধান্ত গ্ৰহণ কৰা হৈছে বুলি জনোৱা হয়। [469,1110,694,1304]
article-body: থান পৰিচালনা সমিতিৰ কাৰ্যকলাপক লৈ ৰাইজৰ মাজত অসন্তুষ্টিৰ সৃষ্টি হৈছে। সমিতিখনৰ বিষয়ববীয়াসকলৰ বিৰুদ্ধে বিভিন্ন অভিযোগ উত্থাপন কৰা হয়। ভক্তসকলে স্বচ্ছতা বজাই ৰখাৰ দাবী জনাইছে। প্ৰশাসনে তদন্তৰ নিৰ্দেশ দিছে আৰু প্ৰতিবেদন দাখিল কৰিবলৈ কোৱা হৈছে। থান পৰিচালনা সমিতিৰ কাৰ্যকলাপক লৈ ৰাইজৰ মাজত অসন্তুষ্টিৰ সৃষ্টি হৈছে। সমিতিখনৰ বিষয়ববীয়াসকলৰ বিৰুদ্ধে বিভিন্ন অভিযোগ উত্থাপন কৰা হয়। ভক্তসকলে স্বচ্ছতা বজাই ৰখাৰ দাবী জনাইছে। প্ৰশাসনে তদন্তৰ নিৰ্দেশ দিছে আৰু প্ৰতিবেদন দাখিল কৰিবলৈ কোৱা হৈছে। থান পৰিচালনা সমিতিৰ কাৰ্যকলাপক লৈ ৰাইজৰ মাজত অসন্তুষ্টিৰ সৃষ্টি হৈছে। সমিতিখনৰ বিষয়ববীয়াসকলৰ বিৰুদ্ধে বিভিন্ন অভিযোগ উত্থাপন কৰা হয়। ভক্তসকলে স্বচ্ছতা বজাই ৰখাৰ দাবী জনাইছে। প্ৰশাসনে তদন্তৰ নিৰ্দেশ দিছে আৰু প্ৰতিবেদন দাখিল কৰিবলৈ কোৱা হৈছে। থান পৰিচালনা সমিতিৰ কাৰ্যকলাপক লৈ ৰাইজৰ মাজত অসন্তুষ্টিৰ সৃষ্টি হৈছে। সমিতিখনৰ বিষয়ববীয়াসকলৰ বিৰুদ্ধে বিভিন্ন অভিযোগ উত্থাপন কৰা হয়। ভক্তসকলে স্বচ্ছতা বজাই ৰখাৰ দাবী জনাইছে। প্ৰশাসনে তদন্তৰ নিৰ্দেশ দিছে আৰু প্ৰতিবেদন দাখিল কৰিবলৈ কোৱা হৈছে। থান পৰিচালনা সমিতিৰ কাৰ্যকলাপক লৈ ৰাইজৰ মাজত অসন্তুষ্টিৰ সৃষ্টি হৈছে। সমিতিখনৰ বিষয়ববীয়াসকলৰ বিৰুদ্ধে বিভিন্ন অভিযোগ উত্থাপন কৰা হয়। ভক্তসকলে স্বচ্ছতা বজাই ৰখাৰ দাবী জনাইছে। প্ৰশাসনে তদন্তৰ নিৰ্দেশ দিছে আৰু প্ৰতিবেদন দাখিল কৰিবলৈ কোৱা হৈছে। থান পৰিচালনা সমিতিৰ কাৰ্যকলাপক লৈ ৰাইজৰ মাজত অসন্তুষ্টিৰ সৃষ্টি হৈছে। সমিতিখনৰ বিষয়ববীয়াসকলৰ বিৰুদ্ধে বিভিন্ন অভিযোগ উত্থাপন কৰা হয়। ভক্তসকলে স্বচ্ছতা বজাই ৰখাৰ দাবী জনাইছে। প্ৰশাসনে তদন্তৰ নিৰ্দেশ দিছে আৰু প্ৰতিবেদন দাখিল কৰিবলৈ কোৱা হৈছে। থান পৰিচালনা সমিতিৰ কাৰ্যকলাপক লৈ ৰাইজৰ মাজত অসন্তুষ্টিৰ সৃষ্টি হৈছে। সমিতিখনৰ বিষয়ববীয়াসকলৰ বিৰুদ্ধে বিভিন্ন অভিযোগ উত্থাপন কৰা হয়। ভক্তসকলে স্বচ্ছতা বজাই ৰখাৰ দাবী জনাইছে। প্ৰশাসনে তদন্তৰ নিৰ্দেশ দিছে আৰু প্ৰতিবেদন দাখিল কৰিবলৈ কোৱা হৈছে। থান পৰিচালনা সমিতিৰ কাৰ্যকলাপক লৈ ৰাইজৰ মাজত অসন্তুষ্টিৰ সৃষ্টি হৈছে। সমিতিখনৰ বিষয়ববীয়াসকলৰ বিৰুদ্ধে বিভিন্ন অভিযোগ উত্থাপন কৰা হয়। ভক্তসকলে স্বচ্ছতা বজাই ৰখাৰ দাবী জনাইছে। প্ৰশাসনে তদন্তৰ নিৰ্দেশ দিছে আৰু প্ৰতিবেদন দাখিল কৰিবলৈ কোৱা হৈছে। থান পৰিচালনা সমিতিৰ কাৰ্যকলাপক লৈ ৰাইজৰ মাজত অসন্তুষ্টিৰ সৃষ্টি হৈছে। সমিতিখনৰ বিষয়ববীয়াসকলৰ বিৰুদ্ধে বিভিন্ন অভিযোগ উত্থাপন কৰা হয়। ভক্তসকলে স্বচ্ছতা বজাই ৰখাৰ দাবী জনাইছে। প্ৰশাসনে তদন্তৰ নিৰ্দেশ দিছে আৰু প্ৰতিবেদন দাখিল কৰিবলৈ কোৱা হৈছে। থান পৰিচালনা সমিতিৰ কাৰ্যকলাপক লৈ ৰাইজৰ মাজত অসন্তুষ্টিৰ সৃষ্টি হৈছে। সমিতিখনৰ বিষয়ববীয়াসকলৰ বিৰুদ্ধে বিভিন্ন অভিযোগ উত্থাপন কৰা হয়। ভক্তসকলে স্বচ্ছতা বজাই ৰখাৰ দাবী জনাইছে। প্ৰশাসনে তদন্তৰ নিৰ্দেশ দিছে আৰু প্ৰতিবেদন দাখিল কৰিবলৈ কোৱা হৈছে। [469,606,694,1014]
article-body: অনুষ্ঠানটোত ৰাজ্যৰ বিভিন্ন প্ৰান্তৰ পৰা হাজাৰ হাজাৰ লোক উপস্থিত থাকিব বুলি আশা কৰা হৈছে। আয়োজক সমিতিয়ে সকলো প্ৰস্তুতি সম্পূৰ্ণ কৰিছে। সভাত মুখ্যমন্ত্ৰীৰ লগতে বিভিন্ন বিভাগৰ মন্ত্ৰী উপস্থিত থাকিব। নিৰাপত্তা ব্যৱস্থা কঠোৰ কৰা হৈছে আৰু যান-বাহন চলাচলৰ ক্ষেত্ৰত বিশেষ নিৰ্দেশনা জাৰি কৰা হৈছে। অনুষ্ঠানটোত ৰাজ্যৰ বিভিন্ন প্ৰান্তৰ পৰা হাজাৰ হাজাৰ লোক উপস্থিত থাকিব বুলি আশা কৰা হৈছে। আয়োজক সমিতিয়ে সকলো প্ৰস্তুতি সম্পূৰ্ণ কৰিছে। সভাত মুখ্যমন্ত্ৰীৰ লগতে বিভিন্ন বিভাগৰ মন্ত্ৰী উপস্থিত থাকিব। নিৰাপত্তা ব্যৱস্থা কঠোৰ কৰা হৈছে আৰু যান-বাহন চলাচলৰ ক্ষেত্ৰত বিশেষ নিৰ্দেশনা জাৰি কৰা হৈছে। অনুষ্ঠানটোত ৰাজ্যৰ বিভিন্ন প্ৰান্তৰ পৰা হাজাৰ হাজাৰ লোক উপস্থিত থাকিব বুলি আশা কৰা হৈছে। আয়োজক সমিতিয়ে সকলো প্ৰস্তুতি সম্পূৰ্ণ কৰিছে। সভাত মুখ্যমন্ত্ৰীৰ লগতে বিভিন্ন বিভাগৰ মন্ত্ৰী উপস্থিত থাকিব। নিৰাপত্তা ব্যৱস্থা কঠোৰ কৰা হৈছে আৰু যান-বাহন চলাচলৰ ক্ষেত্ৰত বিশেষ নিৰ্দেশনা জাৰি কৰা হৈছে। অনুষ্ঠানটোত ৰাজ্যৰ বিভিন্ন প্ৰান্তৰ পৰা হাজাৰ হাজাৰ লোক উপস্থিত থাকিব বুলি আশা কৰা হৈছে। আয়োজক সমিতিয়ে সকলো প্ৰস্তুতি সম্পূৰ্ণ কৰিছে। সভাত মুখ্যমন্ত্ৰীৰ লগতে বিভিন্ন বিভাগৰ মন্ত্ৰী উপস্থিত থাকিব। নিৰাপত্তা ব্যৱস্থা কঠোৰ কৰা হৈছে আৰু যান-বাহন চলাচলৰ ক্ষেত্ৰত বিশেষ নিৰ্দেশনা জাৰি কৰা হৈছে। অনুষ্ঠানটোত ৰাজ্যৰ বিভিন্ন প্ৰান্তৰ পৰা হাজাৰ হাজাৰ লোক উপস্থিত থাকিব বুলি আশা কৰা হৈছে। আয়োজক সমিতিয়ে সকলো প্ৰস্তুতি সম্পূৰ্ণ কৰিছে। সভাত মুখ্যমন্ত্ৰীৰ লগতে বিভিন্ন বিভাগৰ মন্ত্ৰী উপস্থিত থাকিব। নিৰাপত্তা ব্যৱস্থা কঠোৰ কৰা হৈছে আৰু যান-বাহন চলাচলৰ ক্ষেত্ৰত বিশেষ নিৰ্দেশনা জাৰি কৰা হৈছে। [10,451,235,675]
article-headline: ১৯ অক্টোবৰত বৃহৎ... [10,423,235,448]
column-4 [698,70,935,1637]
article-headline: থলুৱা নিবনুৱাক ভাতে... [10,1252,235,1277]
article-headline: মাতৃভাষাৰ বিদ্যালয়লৈ... [698,394,935,419]
header-date-english: Guwahati, Friday, October 18, 2024 [686,16,886,30]
header-right [687,8,935,38]
article-headline: থান পৰিচালনা সমিতিক... [469,577,694,602]
article [698,775,935,1049]
article [469,1081,694,1355]
article [698,1294,935,1394]
article [469,577,694,1075]
article [698,73,935,388]
article [10,1338,235,1398]
article [10,764,235,1119]
article [10,1125,235,1246]
article [698,394,935,770]
article [10,423,235,758]
article-body: আন্দোলনকাৰীসকলে কাৰ্যালয়ৰ সন্মুখত ধৰ্ণা দি বিভিন্ন দাবী উত্থাপন কৰে। তেওঁলোকে অভিযোগ কৰে যে প্ৰতিষ্ঠানটোৱে স্থানীয় লোকৰ স্বাৰ্থ উপেক্ষা কৰি আহিছে। কৰ্তৃপক্ষই দাবীসমূহ বিবেচনা কৰাৰ আশ্বাস দিয়ে। পৰিস্থিতি নিয়ন্ত্ৰণ কৰিবলৈ আৰক্ষী মোতায়েন কৰা হয়। পিছত আলোচনাৰ জৰিয়তে সমস্যাৰ সমাধান কৰাৰ সিদ্ধান্ত লোৱা হয়। তেলক্ষেত্ৰ অঞ্চলত নিবনুৱা সমস্যাৰ সমাধানৰ বাবে নতুন নীতি প্ৰণয়ন কৰা হ'ব। আন্দোলনকাৰীসকলে কাৰ্যালয়ৰ সন্মুখত ধৰ্ণা দি বিভিন্ন দাবী উত্থাপন কৰে। তেওঁলোকে অভিযোগ কৰে যে প্ৰতিষ্ঠানটোৱে স্থানীয় লোকৰ স্বাৰ্থ উপেক্ষা কৰি আহিছে। কৰ্তৃপক্ষই দাবীসমূহ বিবেচনা কৰাৰ আশ্বাস দিয়ে। পৰিস্থিতি নিয়ন্ত্ৰণ কৰিবলৈ আৰক্ষী মোতায়েন কৰা হয়। পিছত আলোচনাৰ জৰিয়তে সমস্যাৰ সমাধান কৰাৰ সিদ্ধান্ত লোৱা হয়। তেলক্ষেত্ৰ অঞ্চলত নিবনুৱা সমস্যাৰ সমাধানৰ বাবে নতুন নীতি প্ৰণয়ন কৰা হ'ব। আন্দোলনকাৰীসকলে কাৰ্যালয়ৰ সন্মুখত ধৰ্ণা দি বিভিন্ন দাবী উত্থাপন কৰে। তেওঁলোকে অভিযোগ কৰে যে প্ৰতিষ্ঠানটোৱে স্থানীয় লোকৰ স্বাৰ্থ উপেক্ষা কৰি আহিছে। কৰ্তৃপক্ষই দাবীসমূহ বিবেচনা কৰাৰ আশ্বাস দিয়ে। পৰিস্থিতি নিয়ন্ত্ৰণ কৰিবলৈ আৰক্ষী মোতায়েন কৰা হয়। পিছত আলোচনাৰ জৰিয়তে সমস্যাৰ সমাধান কৰাৰ সিদ্ধান্ত লোৱা হয়। তেলক্ষেত্ৰ অঞ্চলত নিবনুৱা সমস্যাৰ সমাধানৰ বাবে নতুন নীতি প্ৰণয়ন কৰা হ'ব। আন্দোলনকাৰীসকলে কাৰ্যালয়ৰ সন্মুখত ধৰ্ণা দি বিভিন্ন দাবী উত্থাপন কৰে। তেওঁলোকে অভিযোগ কৰে যে প্ৰতিষ্ঠানটোৱে স্থানীয় লোকৰ স্বাৰ্থ উপেক্ষা কৰি আহিছে। কৰ্তৃপক্ষই দাবীসমূহ বিবেচনা কৰাৰ আশ্বাস দিয়ে। পৰিস্থিতি নিয়ন্ত্ৰণ কৰিবলৈ আৰক্ষী মোতায়েন কৰা হয়। পিছত আলোচনাৰ জৰিয়তে সমস্যাৰ সমাধান কৰাৰ সিদ্ধান্ত লোৱা হয়। তেলক্ষেত্ৰ অঞ্চলত নিবনুৱা সমস্যাৰ সমাধানৰ বাবে নতুন নীতি প্ৰণয়ন কৰা হ'ব। আন্দোলনকাৰীসকলে কাৰ্যালয়ৰ সন্মুখত ধৰ্ণা দি বিভিন্ন দাবী উত্থাপন কৰে। তেওঁলোকে অভিযোগ কৰে যে প্ৰতিষ্ঠানটোৱে স্থানীয় লোকৰ স্বাৰ্থ উপেক্ষা কৰি আহিছে। কৰ্তৃপক্ষই দাবীসমূহ বিবেচনা কৰাৰ আশ্বাস দিয়ে। পৰিস্থিতি নিয়ন্ত্ৰণ কৰিবলৈ আৰক্ষী মোতায়েন কৰা হয়। পিছত আলোচনাৰ জৰিয়তে সমস্যাৰ সমাধান কৰাৰ সিদ্ধান্ত লোৱা হয়। তেলক্ষেত্ৰ অঞ্চলত নিবনুৱা সমস্যাৰ সমাধানৰ বাবে নতুন নীতি প্ৰণয়ন কৰা হ'ব। আন্দোলনকাৰীসকলে কাৰ্যালয়ৰ সন্মুখত ধৰ্ণা দি বিভিন্ন দাবী উত্থাপন কৰে। তেওঁলোকে অভিযোগ কৰে যে প্ৰতিষ্ঠানটোৱে স্থানীয় লোকৰ স্বাৰ্থ উপেক্ষা কৰি আহিছে। কৰ্তৃপক্ষই দাবীসমূহ বিবেচনা কৰাৰ আশ্বাস দিয়ে। পৰিস্থিতি নিয়ন্ত্ৰণ কৰিবলৈ আৰক্ষী মোতায়েন কৰা হয়। পিছত আলোচনাৰ জৰিয়তে সমস্যাৰ সমাধান কৰাৰ সিদ্ধান্ত লোৱা হয়। তেলক্ষেত্ৰ অঞ্চলত নিবনুৱা সমস্যাৰ সমাধানৰ বাবে নতুন নীতি প্ৰণয়ন কৰা হ'ব। আন্দোলনকাৰীসকলে কাৰ্যালয়ৰ সন্মুখত ধৰ্ণা দি বিভিন্ন দাবী উত্থাপন কৰে। তেওঁলোকে অভিযোগ কৰে যে প্ৰতিষ্ঠানটোৱে স্থানীয় লোকৰ স্বাৰ্থ উপেক্ষা কৰি আহিছে। কৰ্তৃপক্ষই দাবীসমূহ বিবেচনা কৰাৰ আশ্বাস দিয়ে। পৰিস্থিতি নিয়ন্ত্ৰণ কৰিবলৈ আৰক্ষী মোতায়েন কৰা হয়। পিছত আলোচনাৰ জৰিয়তে সমস্যাৰ সমাধান কৰাৰ সিদ্ধান্ত লোৱা হয়। তেলক্ষেত্ৰ অঞ্চলত নিবনুৱা সমস্যাৰ সমাধানৰ বাবে নতুন নীতি প্ৰণয়ন কৰা হ'ব। আন্দোলনকাৰীসকলে কাৰ্যালয়ৰ সন্মুখত ধৰ্ণা দি বিভিন্ন দাবী উত্থাপন কৰে। তেওঁলোকে অভিযোগ কৰে যে প্ৰতিষ্ঠানটোৱে স্থানীয় লোকৰ স্বাৰ্থ উপেক্ষা কৰি আহিছে। কৰ্তৃপক্ষই দাবীসমূহ বিবেচনা কৰাৰ আশ্বাস দিয়ে। পৰিস্থিতি নিয়ন্ত্ৰণ কৰিবলৈ আৰক্ষী মোতায়েন কৰা হয়। পিছত আলোচনাৰ জৰিয়তে সমস্যাৰ সমাধান কৰাৰ সিদ্ধান্ত লোৱা হয়। তেলক্ষেত্ৰ অঞ্চলত নিবনুৱা সমস্যাৰ সমাধানৰ বাবে নতুন নীতি প্ৰণয়ন কৰা হ'ব। আন্দোলনকাৰীসকলে কাৰ্যালয়ৰ সন্মুখত ধৰ্ণা দি বিভিন্ন দাবী উত্থাপন কৰে। তেওঁলোকে অভিযোগ কৰে যে প্ৰতিষ্ঠানটোৱে স্থানীয় লোকৰ স্বাৰ্থ উপেক্ষা কৰি আহিছে। কৰ্তৃপক্ষই দাবীসমূহ বিবেচনা কৰাৰ আশ্বাস দিয়ে। পৰিস্থিতি নিয়ন্ত্ৰণ কৰিবলৈ আৰক্ষী মোতায়েন কৰা হয়। পিছত আলোচনাৰ জৰিয়তে সমস্যাৰ সমাধান কৰাৰ সিদ্ধান্ত লোৱা হয়। তেলক্ষেত্ৰ অঞ্চলত নিবনুৱা সমস্যাৰ সমাধানৰ বাবে নতুন নীতি প্ৰণয়ন কৰা হ'ব। আন্দোলনকাৰীসকলে কাৰ্যালয়ৰ সন্মুখত ধৰ্ণা দি বিভিন্ন দাবী উত্থাপন কৰে। তেওঁলোকে অভিযোগ কৰে যে প্ৰতিষ্ঠানটোৱে স্থানীয় লোকৰ স্বাৰ্থ উপেক্ষা কৰি আহিছে। কৰ্তৃপক্ষই দাবীসমূহ বিবেচনা কৰাৰ আশ্বাস দিয়ে। পৰিস্থিতি নিয়ন্ত্ৰণ কৰিবলৈ আৰক্ষী মোতায়েন কৰা হয়। পিছত আলোচনাৰ জৰিয়তে সমস্যাৰ সমাধান কৰাৰ সিদ্ধান্ত লোৱা হয়। তেলক্ষেত্ৰ অঞ্চলত নিবনুৱা সমস্যাৰ সমাধানৰ বাবে নতুন নীতি প্ৰণয়ন কৰা হ'ব। আন্দোলনকাৰীসকলে কাৰ্যালয়ৰ সন্মুখত ধৰ্ণা দি বিভিন্ন দাবী উত্থাপন কৰে। তেওঁলোকে অভিযোগ কৰে যে প্ৰতিষ্ঠানটোৱে স্থানীয় লোকৰ স্বাৰ্থ উপেক্ষা কৰি আহিছে। কৰ্তৃপক্ষই দাবীসমূহ বিবেচনা কৰাৰ আশ্বাস দিয়ে। পৰিস্থিতি নিয়ন্ত্ৰণ কৰিবলৈ আৰক্ষী মোতায়েন কৰা হয়। পিছত আলোচনাৰ জৰিয়তে সমস্যাৰ সমাধান কৰাৰ সিদ্ধান্ত লোৱা হয়। তেলক্ষেত্ৰ অঞ্চলত নিবনুৱা সমস্যাৰ সমাধানৰ বাবে নতুন নীতি প্ৰণয়ন কৰা হ'ব। আন্দোলনকাৰীসকলে কাৰ্যালয়ৰ সন্মুখত ধৰ্ণা দি বিভিন্ন দাবী উত্থাপন কৰে। তেওঁলোকে অভিযোগ কৰে যে প্ৰতিষ্ঠানটোৱে স্থানীয় লোকৰ স্বাৰ্থ উপেক্ষা কৰি আহিছে। কৰ্তৃপক্ষই দাবীসমূহ বিবেচনা কৰাৰ আশ্বাস দিয়ে। পৰিস্থিতি নিয়ন্ত্ৰণ কৰিবলৈ আৰক্ষী মোতায়েন কৰা হয়। পিছত আলোচনাৰ জৰিয়তে সমস্যাৰ সমাধান কৰাৰ সিদ্ধান্ত লোৱা হয়। তেলক্ষেত্ৰ অঞ্চলত নিবনুৱা সমস্যাৰ সমাধানৰ বাবে নতুন নীতি প্ৰণয়ন কৰা হ'ব। আন্দোলনকাৰীসকলে কাৰ্যালয়ৰ সন্মুখত ধৰ্ণা দি বিভিন্ন দাবী উত্থাপন কৰে। তেওঁলোকে অভিযোগ কৰে যে প্ৰতিষ্ঠানটোৱে স্থানীয় লোকৰ স্বাৰ্থ উপেক্ষা কৰি আহিছে। কৰ্তৃপক্ষই দাবীসমূহ বিবেচনা কৰাৰ আশ্বাস দিয়ে। পৰিস্থিতি নিয়ন্ত্ৰণ কৰিবলৈ আৰক্ষী মোতায়েন কৰা হয়। পিছত আলোচনাৰ জৰিয়তে সমস্যাৰ সমাধান কৰাৰ সিদ্ধান্ত লোৱা হয়। তেলক্ষেত্ৰ অঞ্চলত নিবনুৱা সমস্যাৰ সমাধানৰ বাবে নতুন নীতি প্ৰণয়ন কৰা হ'ব। আন্দোলনকাৰীসকলে কাৰ্যালয়ৰ সন্মুখত ধৰ্ণা দি বিভিন্ন দাবী উত্থাপন কৰে। তেওঁলোকে অভিযোগ কৰে যে প্ৰতিষ্ঠানটোৱে স্থানীয় লোকৰ স্বাৰ্থ উপেক্ষা কৰি আহিছে। কৰ্তৃপক্ষই দাবীসমূহ বিবেচনা কৰাৰ আশ্বাস দিয়ে। পৰিস্থিতি নিয়ন্ত্ৰণ কৰিবলৈ আৰক্ষী মোতায়েন কৰা হয়। পিছত আলোচনাৰ জৰিয়তে সমস্যাৰ সমাধান কৰাৰ সিদ্ধান্ত লোৱা হয়। তেলক্ষেত্ৰ অঞ্চলত নিবনুৱা সমস্যাৰ সমাধানৰ বাবে নতুন নীতি প্ৰণয়ন কৰা হ'ব। আন্দোলনকাৰীসকলে কাৰ্যালয়ৰ সন্মুখত ধৰ্ণা দি বিভিন্ন দাবী উত্থাপন কৰে। তেওঁলোকে অভিযোগ কৰে যে প্ৰতিষ্ঠানটোৱে স্থানীয় লোকৰ স্বাৰ্থ উপেক্ষা কৰি আহিছে। কৰ্তৃপক্ষই দাবীসমূহ বিবেচনা কৰাৰ আশ্বাস দিয়ে। পৰিস্থিতি নিয়ন্ত্ৰণ কৰিবলৈ আৰক্ষী মোতায়েন কৰা হয়। পিছত আলোচনাৰ জৰিয়তে সমস্যাৰ সমাধান কৰাৰ সিদ্ধান্ত লোৱা হয়। তেলক্ষেত্ৰ অঞ্চলত নিবনুৱা সমস্যাৰ সমাধানৰ বাবে নতুন নীতি প্ৰণয়ন কৰা হ'ব। আন্দোলনকাৰীসকলে কাৰ্যালয়ৰ সন্মুখত ধৰ্ণা দি বিভিন্ন দাবী উত্থাপন কৰে। তেওঁলোকে অভিযোগ কৰে যে প্ৰতিষ্ঠানটোৱে স্থানীয় লোকৰ স্বাৰ্থ উপেক্ষা কৰি আহিছে। কৰ্তৃপক্ষই দাবীসমূহ বিবেচনা কৰাৰ আশ্বাস দিয়ে। পৰিস্থিতি নিয়ন্ত্ৰণ কৰিবলৈ আৰক্ষী মোতায়েন কৰা হয়। পিছত আলোচনাৰ জৰিয়তে সমস্যাৰ সমাধান কৰাৰ সিদ্ধান্ত লোৱা হয়। তেলক্ষেত্ৰ অঞ্চলত নিবনুৱা সমস্যাৰ সমাধানৰ বাবে নতুন নীতি প্ৰণয়ন কৰা হ'ব। আন্দোলনকাৰীসকলে কাৰ্যালয়ৰ সন্মুখত ধৰ্ণা দি বিভিন্ন দাবী উত্থাপন কৰে। তেওঁলোকে অভিযোগ কৰে যে প্ৰতিষ্ঠানটোৱে স্থানীয় লোকৰ স্বাৰ্থ উপেক্ষা কৰি আহিছে। কৰ্তৃপক্ষই দাবীসমূহ বিবেচনা কৰাৰ আশ্বাস দিয়ে। পৰিস্থিতি নিয়ন্ত্ৰণ কৰিবলৈ আৰক্ষী মোতায়েন কৰা হয়। পিছত আলোচনাৰ জৰিয়তে সমস্যাৰ সমাধান কৰাৰ সিদ্ধান্ত লোৱা হয়। তেলক্ষেত্ৰ অঞ্চলত নিবনুৱা সমস্যাৰ সমাধানৰ বাবে নতুন নীতি প্ৰণয়ন কৰা হ'ব। [239,102,464,1091]
article-body: ২০২৪-২৫ বিত্তীয় বৰ্ষত দেশৰ প্ৰত্যক্ষ কৰ সংগ্ৰহ পূৰ্বৰ বছৰৰ তুলনাত উল্লেখযোগ্যভাৱে বৃদ্ধি পাইছে। কৰ বিভাগৰ তথ্য অনুসৰি ব্যক্তিগত আয়কৰ আৰু নিগম কৰৰ পৰা সংগ্ৰহ বৃদ্ধি পোৱা দেখা গৈছে। ২০২৪-২৫ বিত্তীয় বৰ্ষত দেশৰ প্ৰত্যক্ষ কৰ সংগ্ৰহ পূৰ্বৰ বছৰৰ তুলনাত উল্লেখযোগ্যভাৱে বৃদ্ধি পাইছে। কৰ বিভাগৰ তথ্য অনুসৰি ব্যক্তিগত আয়কৰ আৰু নিগম কৰৰ পৰা সংগ্ৰহ বৃদ্ধি পোৱা দেখা গৈছে। ২০২৪-২৫ বিত্তীয় বৰ্ষত দেশৰ প্ৰত্যক্ষ কৰ সংগ্ৰহ পূৰ্বৰ বছৰৰ তুলনাত উল্লেখযোগ্যভাৱে বৃদ্ধি পাইছে। কৰ বিভাগৰ তথ্য অনুসৰি ব্যক্তিগত আয়কৰ আৰু নিগম কৰৰ পৰা সংগ্ৰহ বৃদ্ধি পোৱা দেখা গৈছে। ২০২৪-২৫ বিত্তীয় বৰ্ষত দেশৰ প্ৰত্যক্ষ কৰ সংগ্ৰহ পূৰ্বৰ বছৰৰ তুলনাত উল্লেখযোগ্যভাৱে বৃদ্ধি পাইছে। কৰ বিভাগৰ তথ্য অনুসৰি ব্যক্তিগত আয়কৰ আৰু নিগম কৰৰ পৰা সংগ্ৰহ বৃদ্ধি পোৱা দেখা গৈছে। ২০২৪-২৫ বিত্তীয় বৰ্ষত দেশৰ প্ৰত্যক্ষ কৰ সংগ্ৰহ পূৰ্বৰ বছৰৰ তুলনাত উল্লেখযোগ্যভাৱে বৃদ্ধি পাইছে। কৰ বিভাগৰ তথ্য অনুসৰি ব্যক্তিগত আয়কৰ আৰু নিগম কৰৰ পৰা সংগ্ৰহ বৃদ্ধি পোৱা দেখা গৈছে। [469,1390,694,1532]
